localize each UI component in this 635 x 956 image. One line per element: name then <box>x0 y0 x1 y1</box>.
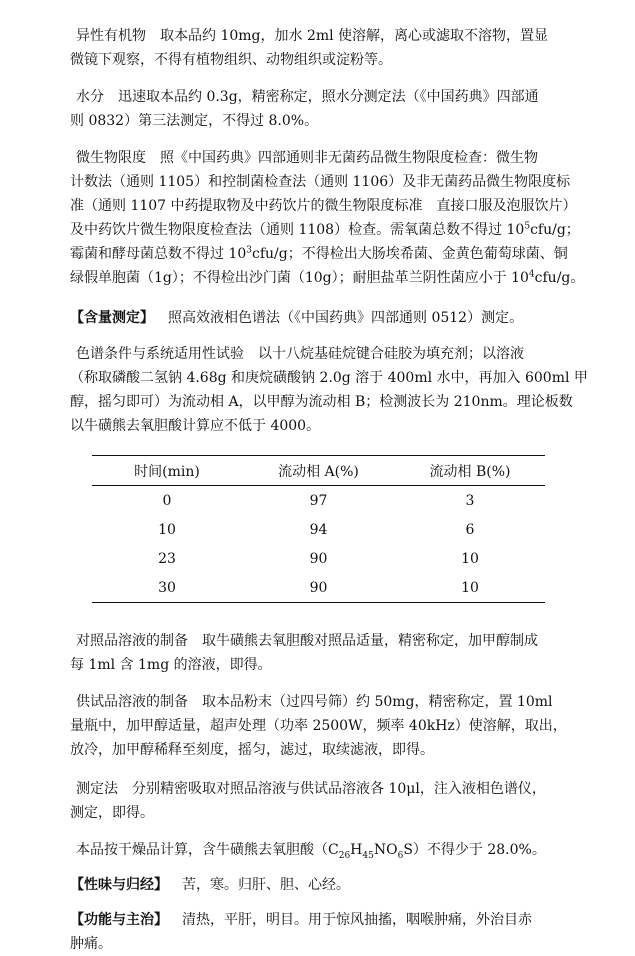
text-span: S）不得少于 28.0%。 <box>403 842 546 858</box>
text-span: 取本品粉末（过四号筛）约 50mg，精密称定，置 10ml <box>202 694 553 710</box>
superscript: 5 <box>524 221 531 232</box>
table-cell: 90 <box>309 550 328 567</box>
table-cell: 10 <box>395 573 545 603</box>
gradient-table <box>92 455 545 603</box>
table-cell: 0 <box>162 492 172 509</box>
chromatography-paragraph <box>70 342 615 438</box>
text-span: 绿假单胞菌（1g）；不得检出沙门菌（10g）；耐胆盐革兰阴性菌应小于 10 <box>70 270 529 286</box>
text-line <box>70 146 615 170</box>
text-line: 微镜下观察，不得有植物组织、动物组织或淀粉等。 <box>70 52 392 68</box>
procedure-paragraph <box>70 777 615 825</box>
function-section <box>70 908 615 956</box>
text-line <box>70 218 615 242</box>
text-line <box>70 777 615 801</box>
superscript: 3 <box>246 245 252 256</box>
text-line <box>70 242 615 266</box>
text-line: 准（通则 1107 中药提取物及中药饮片的微生物限度标准 直接口服及泡服饮片） <box>70 198 577 214</box>
text-line: 肿痛。 <box>70 936 112 952</box>
item-term: 水分 <box>76 89 104 105</box>
text-line <box>70 85 615 109</box>
text-line <box>70 306 615 330</box>
text-line <box>70 690 615 714</box>
text-span: 及中药饮片微生物限度检查法（通则 1108）检查。需氧菌总数不得过 10 <box>70 222 525 238</box>
text-line <box>70 838 615 862</box>
table-cell: 94 <box>309 521 328 538</box>
table-cell: 3 <box>465 492 475 509</box>
text-line <box>70 266 615 290</box>
text-line <box>70 24 615 48</box>
table-cell: 10 <box>461 550 479 567</box>
text-span: 以十八烷基硅烷键合硅胶为填充剂；以溶液 <box>258 346 524 362</box>
table-cell: 90 <box>242 573 395 603</box>
text-line: （称取磷酸二氢钠 4.68g 和庚烷磺酸钠 2.0g 溶于 400ml 水中，再加入 600ml 甲 <box>70 370 588 386</box>
text-span: 霉菌和酵母菌总数不得过 10 <box>70 246 247 262</box>
table-cell: 23 <box>158 550 176 567</box>
table-row <box>92 573 545 603</box>
text-line: 以牛磺熊去氧胆酸计算应不低于 4000。 <box>70 418 321 434</box>
text-line: 醇，摇匀即可）为流动相 A，以甲醇为流动相 B；检测波长为 210nm。理论板数 <box>70 394 573 410</box>
text-span: 取牛磺熊去氧胆酸对照品适量，精密称定，加甲醇制成 <box>202 633 538 649</box>
table-row <box>92 486 545 516</box>
table-row <box>92 544 545 573</box>
content-limit-paragraph <box>70 838 615 862</box>
foreign-matter-paragraph <box>70 24 615 72</box>
text-line: 量瓶中，加甲醇适量，超声处理（功率 2500W，频率 40kHz）使溶解，取出， <box>70 718 567 734</box>
text-span: 照《中国药典》四部通则非无菌药品微生物限度检查：微生物 <box>160 150 538 166</box>
text-span: cfu/g； <box>530 222 580 238</box>
text-span: 迅速取本品约 0.3g，精密称定，照水分测定法（《中国药典》四部通 <box>118 89 539 105</box>
text-span: 分别精密吸取对照品溶液与供试品溶液各 10μl，注入液相色谱仪， <box>132 781 546 797</box>
table-row <box>92 515 545 544</box>
text-span: cfu/g。 <box>534 270 585 286</box>
text-span: 清热，平肝，明目。用于惊风抽搐，咽喉肿痛，外治目赤 <box>182 912 532 928</box>
item-term: 微生物限度 <box>76 150 146 166</box>
nature-section <box>70 873 615 897</box>
microbial-limit-paragraph <box>70 146 615 290</box>
section-heading: 【性味与归经】 <box>70 877 168 893</box>
text-line: 每 1ml 含 1mg 的溶液，即得。 <box>70 657 272 673</box>
table-cell: 6 <box>465 521 475 538</box>
subscript: 45 <box>362 850 374 861</box>
text-line: 计数法（通则 1105）和控制菌检查法（通则 1106）及非无菌药品微生物限度标 <box>70 174 571 190</box>
text-line <box>70 908 615 932</box>
text-span: H <box>350 842 363 858</box>
item-term: 色谱条件与系统适用性试验 <box>76 346 244 362</box>
item-term: 对照品溶液的制备 <box>76 633 188 649</box>
text-span: 照高效液相色谱法（《中国药典》四部通则 0512）测定。 <box>168 310 524 326</box>
table-cell: 30 <box>92 573 242 603</box>
table-header-row <box>92 456 545 486</box>
text-span: NO <box>373 842 398 858</box>
text-line <box>70 342 615 366</box>
item-term: 测定法 <box>76 781 118 797</box>
item-term: 异性有机物 <box>76 28 146 44</box>
water-paragraph <box>70 85 615 133</box>
text-span: 取本品约 10mg，加水 2ml 使溶解，离心或滤取不溶物，置显 <box>160 28 549 44</box>
text-span: cfu/g；不得检出大肠埃希菌、金黄色葡萄球菌、铜 <box>252 246 568 262</box>
column-header: 时间(min) <box>92 456 242 486</box>
text-line: 放冷，加甲醇稀释至刻度，摇匀，滤过，取续滤液，即得。 <box>70 742 434 758</box>
reference-solution-paragraph <box>70 629 615 677</box>
text-line: 测定，即得。 <box>70 805 154 821</box>
text-line <box>70 873 615 897</box>
assay-section <box>70 306 615 330</box>
subscript: 6 <box>397 850 404 861</box>
superscript: 4 <box>528 269 535 280</box>
section-heading: 【功能与主治】 <box>70 912 168 928</box>
column-header: 流动相 B(%) <box>395 456 545 486</box>
column-header: 流动相 A(%) <box>242 456 395 486</box>
text-line <box>70 629 615 653</box>
test-solution-paragraph <box>70 690 615 762</box>
text-span: 本品按干燥品计算，含牛磺熊去氧胆酸（C <box>76 842 339 858</box>
text-line: 则 0832）第三法测定，不得过 8.0%。 <box>70 113 319 129</box>
subscript: 26 <box>338 850 351 861</box>
table-cell: 10 <box>158 521 176 538</box>
section-heading: 【含量测定】 <box>70 310 154 326</box>
text-span: 苦，寒。归肝、胆、心经。 <box>182 877 350 893</box>
table-cell: 97 <box>309 492 328 509</box>
item-term: 供试品溶液的制备 <box>76 694 188 710</box>
